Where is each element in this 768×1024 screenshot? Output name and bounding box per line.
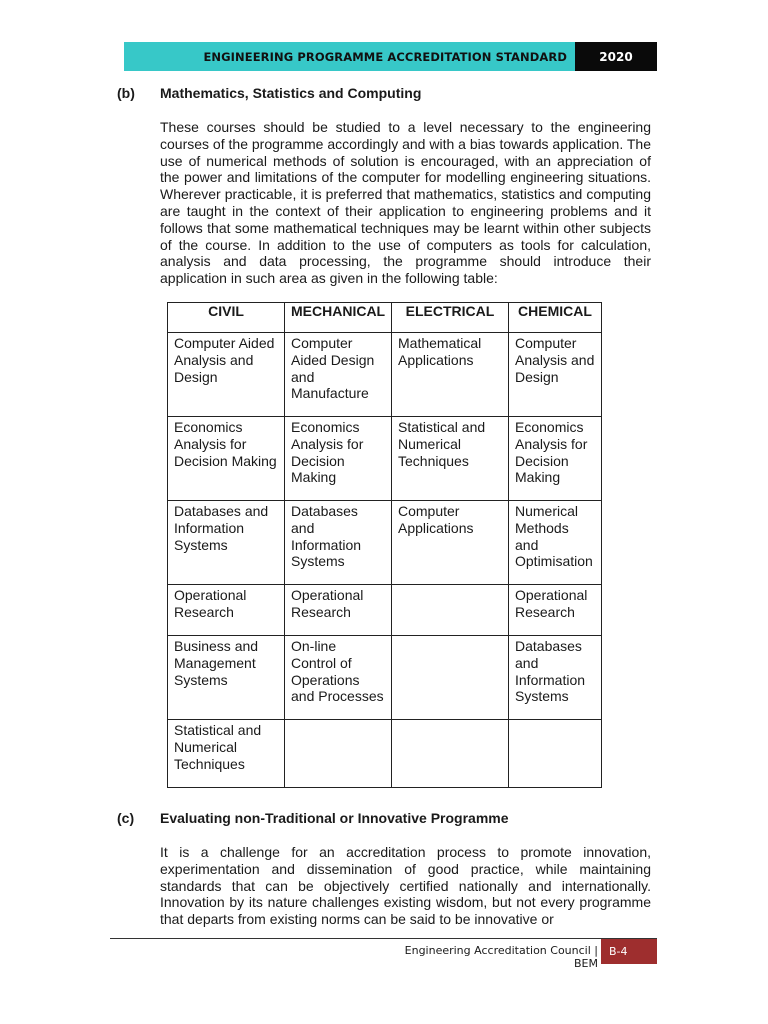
table-cell — [285, 720, 392, 788]
table-row — [168, 636, 602, 720]
section-b-paragraph: These courses should be studied to a level necessary to the engineering courses of the programme accordingly and with a bias towards application. The use of numerical methods of solution is encouraged, with an appreciation of the power and limitations of the computer for modelling engineering situations. Wherever practicable, it is preferred that mathematics, statistics and computing are taught in the context of their application to engineering problems and it follows that some mathematical techniques may be learnt within other subjects of the course. In addition to the use of computers as tools for calculation, analysis and data processing, the programme should introduce their application in such area as given in the following table: — [160, 119, 651, 287]
table-cell: Statistical and Numerical Techniques — [392, 417, 509, 501]
section-c-label: (c) — [117, 810, 135, 826]
table-row — [168, 333, 602, 417]
table-cell: Computer Applications — [392, 501, 509, 585]
table-cell: Databases and Information Systems — [168, 501, 285, 585]
table-row — [168, 501, 602, 585]
footer-organisation: Engineering Accreditation Council | BEM — [404, 944, 598, 970]
table-cell: Mathematical Applications — [392, 333, 509, 417]
col-header-civil: CIVIL — [168, 303, 285, 333]
table-row — [168, 720, 602, 788]
table-cell — [392, 636, 509, 720]
document-title: ENGINEERING PROGRAMME ACCREDITATION STANDARD — [124, 42, 575, 71]
section-b-heading: Mathematics, Statistics and Computing — [160, 85, 422, 101]
col-header-chemical: CHEMICAL — [509, 303, 602, 333]
page-header — [124, 42, 657, 71]
table-cell: Computer Analysis and Design — [509, 333, 602, 417]
col-header-mechanical: MECHANICAL — [285, 303, 392, 333]
table-cell — [392, 720, 509, 788]
table-cell: Computer Aided Analysis and Design — [168, 333, 285, 417]
table-cell: Economics Analysis for Decision Making — [168, 417, 285, 501]
footer-divider — [110, 938, 657, 939]
table-row — [168, 417, 602, 501]
section-b-label: (b) — [117, 85, 135, 101]
table-cell: Business and Management Systems — [168, 636, 285, 720]
table-cell: Operational Research — [285, 585, 392, 636]
document-year: 2020 — [575, 42, 657, 71]
table-cell: Computer Aided Design and Manufacture — [285, 333, 392, 417]
table-cell: Operational Research — [168, 585, 285, 636]
table-cell: Operational Research — [509, 585, 602, 636]
page-number: B-4 — [601, 939, 657, 964]
table-cell: Databases and Information Systems — [285, 501, 392, 585]
table-cell: On-line Control of Operations and Processes — [285, 636, 392, 720]
programme-table — [167, 302, 602, 788]
table-cell: Economics Analysis for Decision Making — [285, 417, 392, 501]
table-cell: Databases and Information Systems — [509, 636, 602, 720]
section-c-paragraph: It is a challenge for an accreditation process to promote innovation, experimentation and dissemination of good practice, while maintaining standards that can be objectively certified nationally and internationally. Innovation by its nature challenges existing wisdom, but not every programme that departs from existing norms can be said to be innovative or — [160, 844, 651, 928]
table-row — [168, 585, 602, 636]
section-c-heading: Evaluating non-Traditional or Innovative Programme — [160, 810, 509, 826]
table-cell — [509, 720, 602, 788]
table-header-row — [168, 303, 602, 333]
table-cell: Numerical Methods and Optimisation — [509, 501, 602, 585]
table-cell — [392, 585, 509, 636]
col-header-electrical: ELECTRICAL — [392, 303, 509, 333]
table-cell: Economics Analysis for Decision Making — [509, 417, 602, 501]
table-cell: Statistical and Numerical Techniques — [168, 720, 285, 788]
